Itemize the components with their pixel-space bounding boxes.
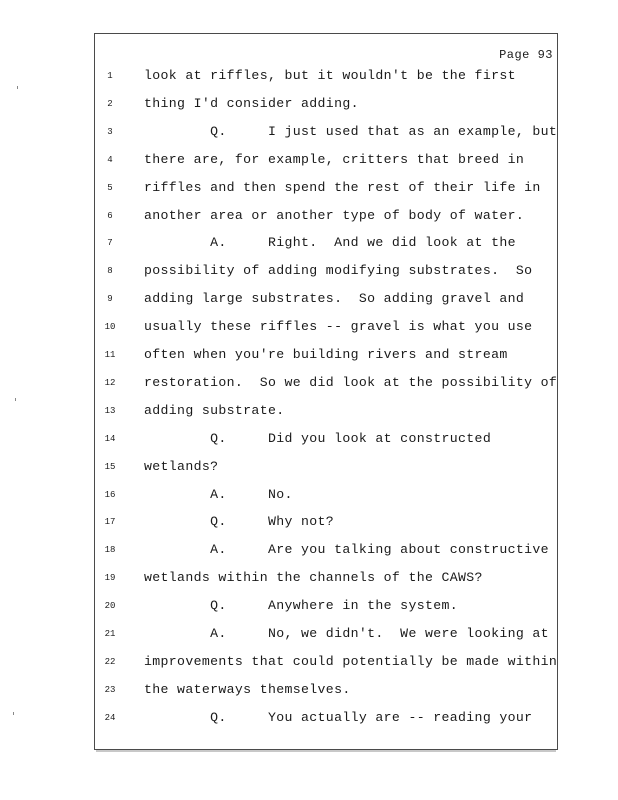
line-text: wetlands within the channels of the CAWS?: [144, 570, 483, 586]
transcript-line: [95, 680, 557, 700]
line-number: 3: [107, 126, 113, 137]
line-text: Q. Why not?: [144, 514, 335, 530]
line-number: 12: [104, 377, 116, 388]
transcript-line: [95, 708, 557, 728]
transcript-line: [95, 624, 557, 644]
line-number: 21: [104, 629, 116, 639]
page-edge-shadow: [96, 750, 556, 752]
transcript-line: [95, 457, 557, 477]
line-text: look at riffles, but it wouldn't be the first: [144, 68, 516, 83]
transcript-line: [95, 373, 557, 393]
line-number: 13: [104, 405, 116, 416]
scan-speck: [17, 86, 18, 89]
line-text: Q. Did you look at constructed: [144, 430, 492, 446]
line-number: 23: [104, 684, 116, 695]
page-number: Page 93: [499, 48, 553, 62]
line-text: adding substrate.: [144, 402, 285, 418]
line-number: 17: [104, 517, 116, 528]
line-number: 10: [104, 322, 116, 333]
scan-speck: [15, 398, 16, 401]
transcript-line: [95, 568, 557, 588]
line-number: 8: [107, 266, 113, 277]
transcript-line: [95, 512, 557, 532]
line-number: 16: [104, 489, 116, 500]
transcript-line: [95, 66, 557, 86]
line-text: wetlands?: [144, 458, 219, 474]
line-text: A. Are you talking about constructive: [144, 542, 549, 558]
transcript-line: [95, 233, 557, 253]
transcript-line: [95, 652, 557, 672]
transcript-line: [95, 261, 557, 281]
line-text: riffles and then spend the rest of their life in: [144, 179, 541, 195]
transcript-line: [95, 596, 557, 616]
line-number: 19: [104, 573, 116, 584]
transcript-line: [95, 122, 557, 142]
line-text: improvements that could potentially be made within: [144, 653, 558, 669]
line-text: restoration. So we did look at the possibility of: [144, 374, 558, 390]
transcript-line: [95, 206, 557, 226]
line-number: 22: [104, 656, 116, 667]
line-number: 14: [104, 433, 116, 444]
transcript-line: [95, 401, 557, 421]
line-text: usually these riffles -- gravel is what you use: [144, 319, 533, 335]
transcript-line: [95, 485, 557, 505]
transcript-line: [95, 317, 557, 337]
line-text: A. No.: [144, 486, 293, 502]
transcript-line: [95, 150, 557, 170]
line-number: 4: [107, 154, 113, 165]
line-number: 5: [107, 182, 113, 193]
line-text: Q. I just used that as an example, but: [144, 123, 558, 139]
transcript-line: [95, 540, 557, 560]
transcript-line: [95, 429, 557, 449]
line-text: A. Right. And we did look at the: [144, 235, 516, 251]
line-text: A. No, we didn't. We were looking at: [144, 626, 549, 641]
line-number: 9: [107, 294, 113, 305]
line-text: another area or another type of body of water.: [144, 207, 525, 223]
line-number: 11: [104, 350, 116, 360]
line-number: 2: [107, 98, 113, 109]
line-text: Q. Anywhere in the system.: [144, 598, 459, 614]
line-text: the waterways themselves.: [144, 681, 351, 697]
line-text: adding large substrates. So adding gravel and: [144, 291, 525, 307]
transcript-line: [95, 94, 557, 114]
line-number: 6: [107, 210, 113, 221]
line-number: 24: [104, 712, 116, 723]
line-number: 15: [104, 461, 116, 472]
transcript-line: [95, 289, 557, 309]
scan-speck: [13, 712, 14, 715]
line-text: often when you're building rivers and stream: [144, 347, 508, 362]
line-text: Q. You actually are -- reading your: [144, 709, 533, 725]
line-number: 1: [107, 71, 113, 81]
line-text: possibility of adding modifying substrates. So: [144, 263, 533, 279]
transcript-line: [95, 345, 557, 365]
line-number: 7: [107, 238, 113, 249]
line-text: there are, for example, critters that breed in: [144, 151, 525, 167]
transcript-page: [94, 33, 558, 750]
line-number: 20: [104, 601, 116, 612]
transcript-line: [95, 178, 557, 198]
line-number: 18: [104, 545, 116, 556]
line-text: thing I'd consider adding.: [144, 95, 359, 111]
